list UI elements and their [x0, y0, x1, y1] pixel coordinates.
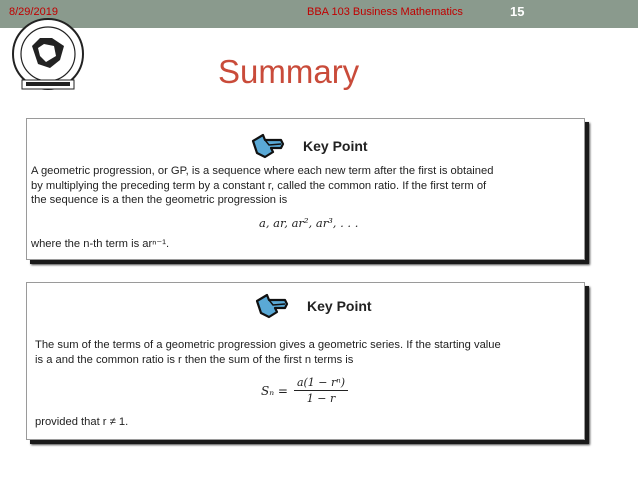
- key-point-header: [251, 133, 368, 159]
- series-line: is a and the common ratio is r then the sum of the first n terms is: [35, 353, 354, 366]
- slide-date: 8/29/2019: [9, 6, 58, 18]
- gp-line: the sequence is a then the geometric progression is: [31, 194, 288, 206]
- sum-formula: [261, 376, 348, 405]
- formula-fraction: [294, 376, 348, 405]
- course-title: BBA 103 Business Mathematics: [307, 6, 463, 18]
- key-point-panel-gp: [26, 118, 585, 260]
- gp-line: by multiplying the preceding term by a constant r, called the common ratio. If the first term of: [31, 179, 487, 192]
- formula-denominator: 1 − r: [306, 392, 336, 405]
- gp-nth-term: where the n-th term is arⁿ⁻¹.: [31, 238, 170, 250]
- series-condition: provided that r ≠ 1.: [35, 416, 129, 428]
- institute-seal-icon: [8, 16, 88, 96]
- pointing-hand-icon: [255, 293, 289, 319]
- formula-lhs: Sₙ =: [261, 383, 288, 398]
- gp-line: A geometric progression, or GP, is a sequence where each new term after the first is obtained: [31, 165, 494, 177]
- key-point-title: Key Point: [307, 298, 372, 314]
- pointing-hand-icon: [251, 133, 285, 159]
- gp-sequence: a, ar, ar², ar³, . . .: [259, 216, 359, 230]
- slide-number: 15: [510, 4, 525, 19]
- gp-definition: [31, 164, 579, 208]
- key-point-title: Key Point: [303, 138, 368, 154]
- series-definition: [35, 338, 580, 367]
- slide-title: Summary: [218, 53, 360, 90]
- key-point-header: [255, 293, 372, 319]
- formula-numerator: a(1 − rⁿ): [294, 376, 348, 391]
- series-line: The sum of the terms of a geometric progression gives a geometric series. If the starting value: [35, 339, 501, 351]
- key-point-panel-series: [26, 282, 585, 440]
